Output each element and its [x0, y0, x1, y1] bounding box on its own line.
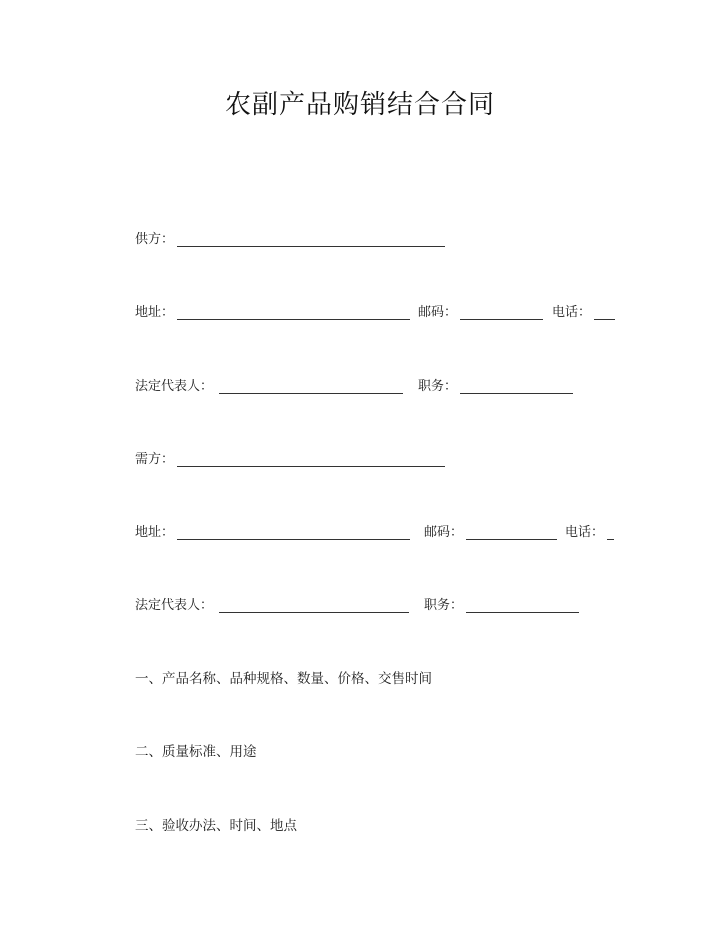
section-heading-2: 二、质量标准、用途 [135, 744, 257, 760]
buyer-phone-field[interactable] [607, 539, 614, 540]
buyer-party-field[interactable] [177, 466, 445, 467]
supplier-position-field[interactable] [460, 393, 573, 394]
supplier-phone-field[interactable] [594, 319, 615, 320]
buyer-party-label: 需方： [135, 452, 175, 467]
buyer-postcode-label: 邮码： [424, 525, 464, 540]
buyer-address-field[interactable] [177, 539, 410, 540]
supplier-party-field[interactable] [177, 246, 445, 247]
buyer-postcode-field[interactable] [466, 539, 557, 540]
buyer-address-label: 地址： [135, 525, 175, 540]
supplier-address-label: 地址： [135, 305, 175, 320]
supplier-legal-rep-field[interactable] [219, 393, 403, 394]
supplier-legal-rep-label: 法定代表人： [135, 379, 214, 394]
supplier-postcode-field[interactable] [460, 319, 543, 320]
supplier-position-label: 职务： [418, 379, 458, 394]
supplier-address-row [135, 303, 625, 323]
section-heading-3: 三、验收办法、时间、地点 [135, 818, 297, 834]
buyer-phone-label: 电话： [565, 525, 605, 540]
buyer-address-row [135, 523, 625, 543]
supplier-party-label: 供方： [135, 232, 175, 247]
supplier-legal-rep-row [135, 377, 585, 397]
supplier-address-field[interactable] [177, 319, 410, 320]
buyer-position-label: 职务： [424, 598, 464, 613]
buyer-position-field[interactable] [466, 612, 579, 613]
section-heading-1: 一、产品名称、品种规格、数量、价格、交售时间 [135, 671, 432, 687]
buyer-legal-rep-row [135, 596, 595, 616]
supplier-postcode-label: 邮码： [418, 305, 458, 320]
supplier-phone-label: 电话： [552, 305, 592, 320]
buyer-legal-rep-label: 法定代表人： [135, 598, 214, 613]
document-title: 农副产品购销结合合同 [224, 90, 495, 120]
buyer-legal-rep-field[interactable] [219, 612, 409, 613]
